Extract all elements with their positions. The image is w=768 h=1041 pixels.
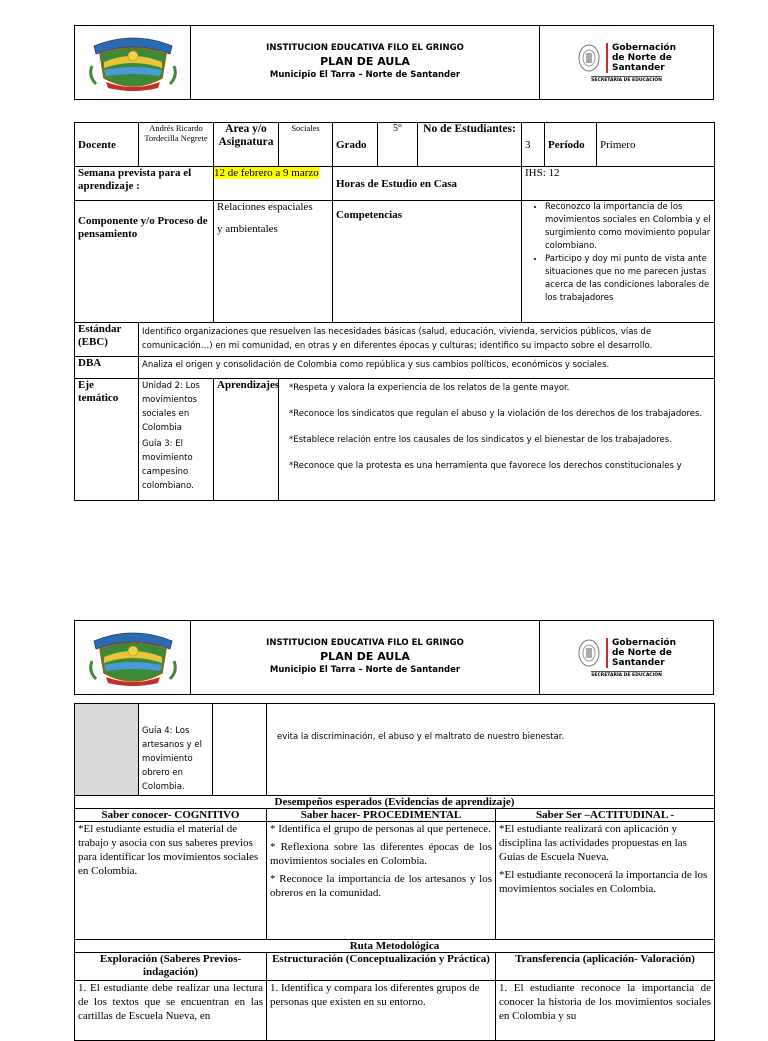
school-name: INSTITUCION EDUCATIVA FILO EL GRINGO — [266, 43, 464, 53]
saber-ser-title: Saber Ser –ACTITUDINAL - — [496, 809, 715, 822]
estandar-value: Identifico organizaciones que resuelven las necesidades básicas (salud, educación, vivienda, servicios públicos, vías de comunicación…) en mi comunidad, en otras y en diferentes épocas y culturas; identifico su impacto sobre el desarrollo. — [139, 323, 715, 357]
competencia-item: • Reconozco la importancia de los movimientos sociales en Colombia y el surgimiento como movimiento popular colombiano. — [545, 201, 711, 253]
school-logo — [75, 26, 191, 99]
government-seal-icon — [577, 43, 601, 73]
document-title: PLAN DE AULA — [320, 650, 410, 663]
aprendizaje-item: *Reconoce que la protesta es una herramienta que favorece los derechos constitucionales y — [289, 461, 682, 471]
saber-conocer-title: Saber conocer- COGNITIVO — [75, 809, 267, 822]
school-logo — [75, 621, 191, 694]
no-estudiantes-value: 3 — [522, 123, 545, 167]
municipality: Municipio El Tarra – Norte de Santander — [269, 665, 461, 675]
document-header-page-2 — [74, 620, 714, 695]
document-header — [74, 25, 714, 100]
school-crest-icon — [86, 627, 180, 689]
semana-label: Semana prevista para el aprendizaje : — [75, 167, 214, 201]
estructuracion-title: Estructuración (Conceptualización y Práctica) — [267, 953, 496, 981]
dba-label: DBA — [75, 357, 139, 379]
aprendizaje-item: *Respeta y valora la experiencia de los relatos de la gente mayor. — [289, 383, 570, 393]
desempenos-title: Desempeños esperados (Evidencias de aprendizaje) — [75, 796, 715, 809]
ruta-title: Ruta Metodológica — [75, 940, 715, 953]
exploracion-title: Exploración (Saberes Previos- indagación) — [75, 953, 267, 981]
transferencia-text: 1. El estudiante reconoce la importancia de conocer la historia de los movimientos sociales en Colombia y su — [496, 981, 715, 1041]
componente-label: Componente y/o Proceso de pensamiento — [75, 201, 214, 323]
area-label: Area y/o Asignatura — [214, 123, 279, 167]
area-value: Sociales — [279, 123, 333, 167]
document-title: PLAN DE AULA — [320, 55, 410, 68]
municipality: Municipio El Tarra – Norte de Santander — [269, 70, 461, 80]
grado-label: Grado — [333, 123, 378, 167]
government-logo: Gobernación de Norte de Santander SECRETARÍA DE EDUCACIÓN — [539, 26, 713, 99]
docente-value: Andrés Ricardo Tordecilla Negrete — [139, 123, 214, 167]
docente-label: Docente — [75, 123, 139, 167]
government-logo: Gobernación de Norte de Santander SECRETARÍA DE EDUCACIÓN — [539, 621, 713, 694]
plan-table-1 — [74, 122, 715, 501]
eje-unidad: Unidad 2: Los movimientos sociales en Colombia — [142, 381, 200, 433]
government-seal-icon — [577, 638, 601, 668]
aprendizaje-item: *Establece relación entre los causales de los sindicatos y el bienestar de los trabajadores. — [289, 435, 672, 445]
aprendizaje-item: *Reconoce los sindicatos que regulan el abuso y la violación de los derechos de los trabajadores. — [289, 409, 703, 419]
aprendizajes-label: Aprendizajes — [214, 379, 279, 501]
saber-hacer-item: * Reconoce la importancia de los artesanos y los obreros en la comunidad. — [270, 873, 492, 899]
eje-guia: Guía 3: El movimiento campesino colombiano. — [142, 439, 194, 491]
componente-value-1: Relaciones espaciales — [217, 201, 313, 213]
ihs-value: IHS: 12 — [522, 167, 715, 201]
saber-hacer-title: Saber hacer- PROCEDIMENTAL — [267, 809, 496, 822]
competencias-label: Competencias — [333, 201, 522, 323]
transferencia-title: Transferencia (aplicación- Valoración) — [496, 953, 715, 981]
school-crest-icon — [86, 32, 180, 94]
aprendizajes-list — [279, 379, 715, 501]
periodo-value: Primero — [597, 123, 715, 167]
saber-hacer-item: * Identifica el grupo de personas al que pertenece. — [270, 823, 491, 835]
guia-4: Guía 4: Los artesanos y el movimiento obrero en Colombia. — [139, 704, 213, 796]
eje-label: Eje temático — [75, 379, 139, 501]
saber-hacer-item: * Reflexiona sobre las diferentes épocas de los movimientos sociales en Colombia. — [270, 841, 492, 867]
grado-value: 5° — [378, 123, 418, 167]
periodo-label: Período — [545, 123, 597, 167]
saber-conocer-text: *El estudiante estudia el material de trabajo y asocia con sus saberes previos para identificar los movimientos sociales en Colombia. — [75, 822, 267, 940]
horas-label: Horas de Estudio en Casa — [333, 167, 522, 201]
dba-value: Analiza el origen y consolidación de Colombia como república y sus cambios políticos, económicos y sociales. — [139, 357, 715, 379]
exploracion-text: 1. El estudiante debe realizar una lectura de los textos que se encuentran en las cartillas de Escuela Nueva, en — [75, 981, 267, 1041]
no-estudiantes-label: No de Estudiantes: — [418, 123, 522, 167]
school-name: INSTITUCION EDUCATIVA FILO EL GRINGO — [266, 638, 464, 648]
saber-ser-item: *El estudiante realizará con aplicación y disciplina las actividades propuestas en las Guías de Escuela Nueva. — [499, 823, 687, 863]
aprendizaje-continuation: evita la discriminación, el abuso y el maltrato de nuestro bienestar. — [267, 704, 715, 796]
estandar-label: Estándar (EBC) — [75, 323, 139, 357]
competencias-list — [522, 201, 715, 323]
competencia-item: • Participo y doy mi punto de vista ante situaciones que no me parecen justas acerca de las condiciones laborales de los trabajadores — [545, 253, 711, 305]
saber-ser-item: *El estudiante reconocerá la importancia de los movimientos sociales en Colombia. — [499, 869, 708, 895]
semana-value: 12 de febrero a 9 marzo — [214, 167, 319, 179]
componente-value-2: y ambientales — [217, 223, 278, 235]
estructuracion-text: 1. Identifica y compara los diferentes grupos de personas que existen en su entorno. — [267, 981, 496, 1041]
plan-table-2 — [74, 703, 715, 1041]
